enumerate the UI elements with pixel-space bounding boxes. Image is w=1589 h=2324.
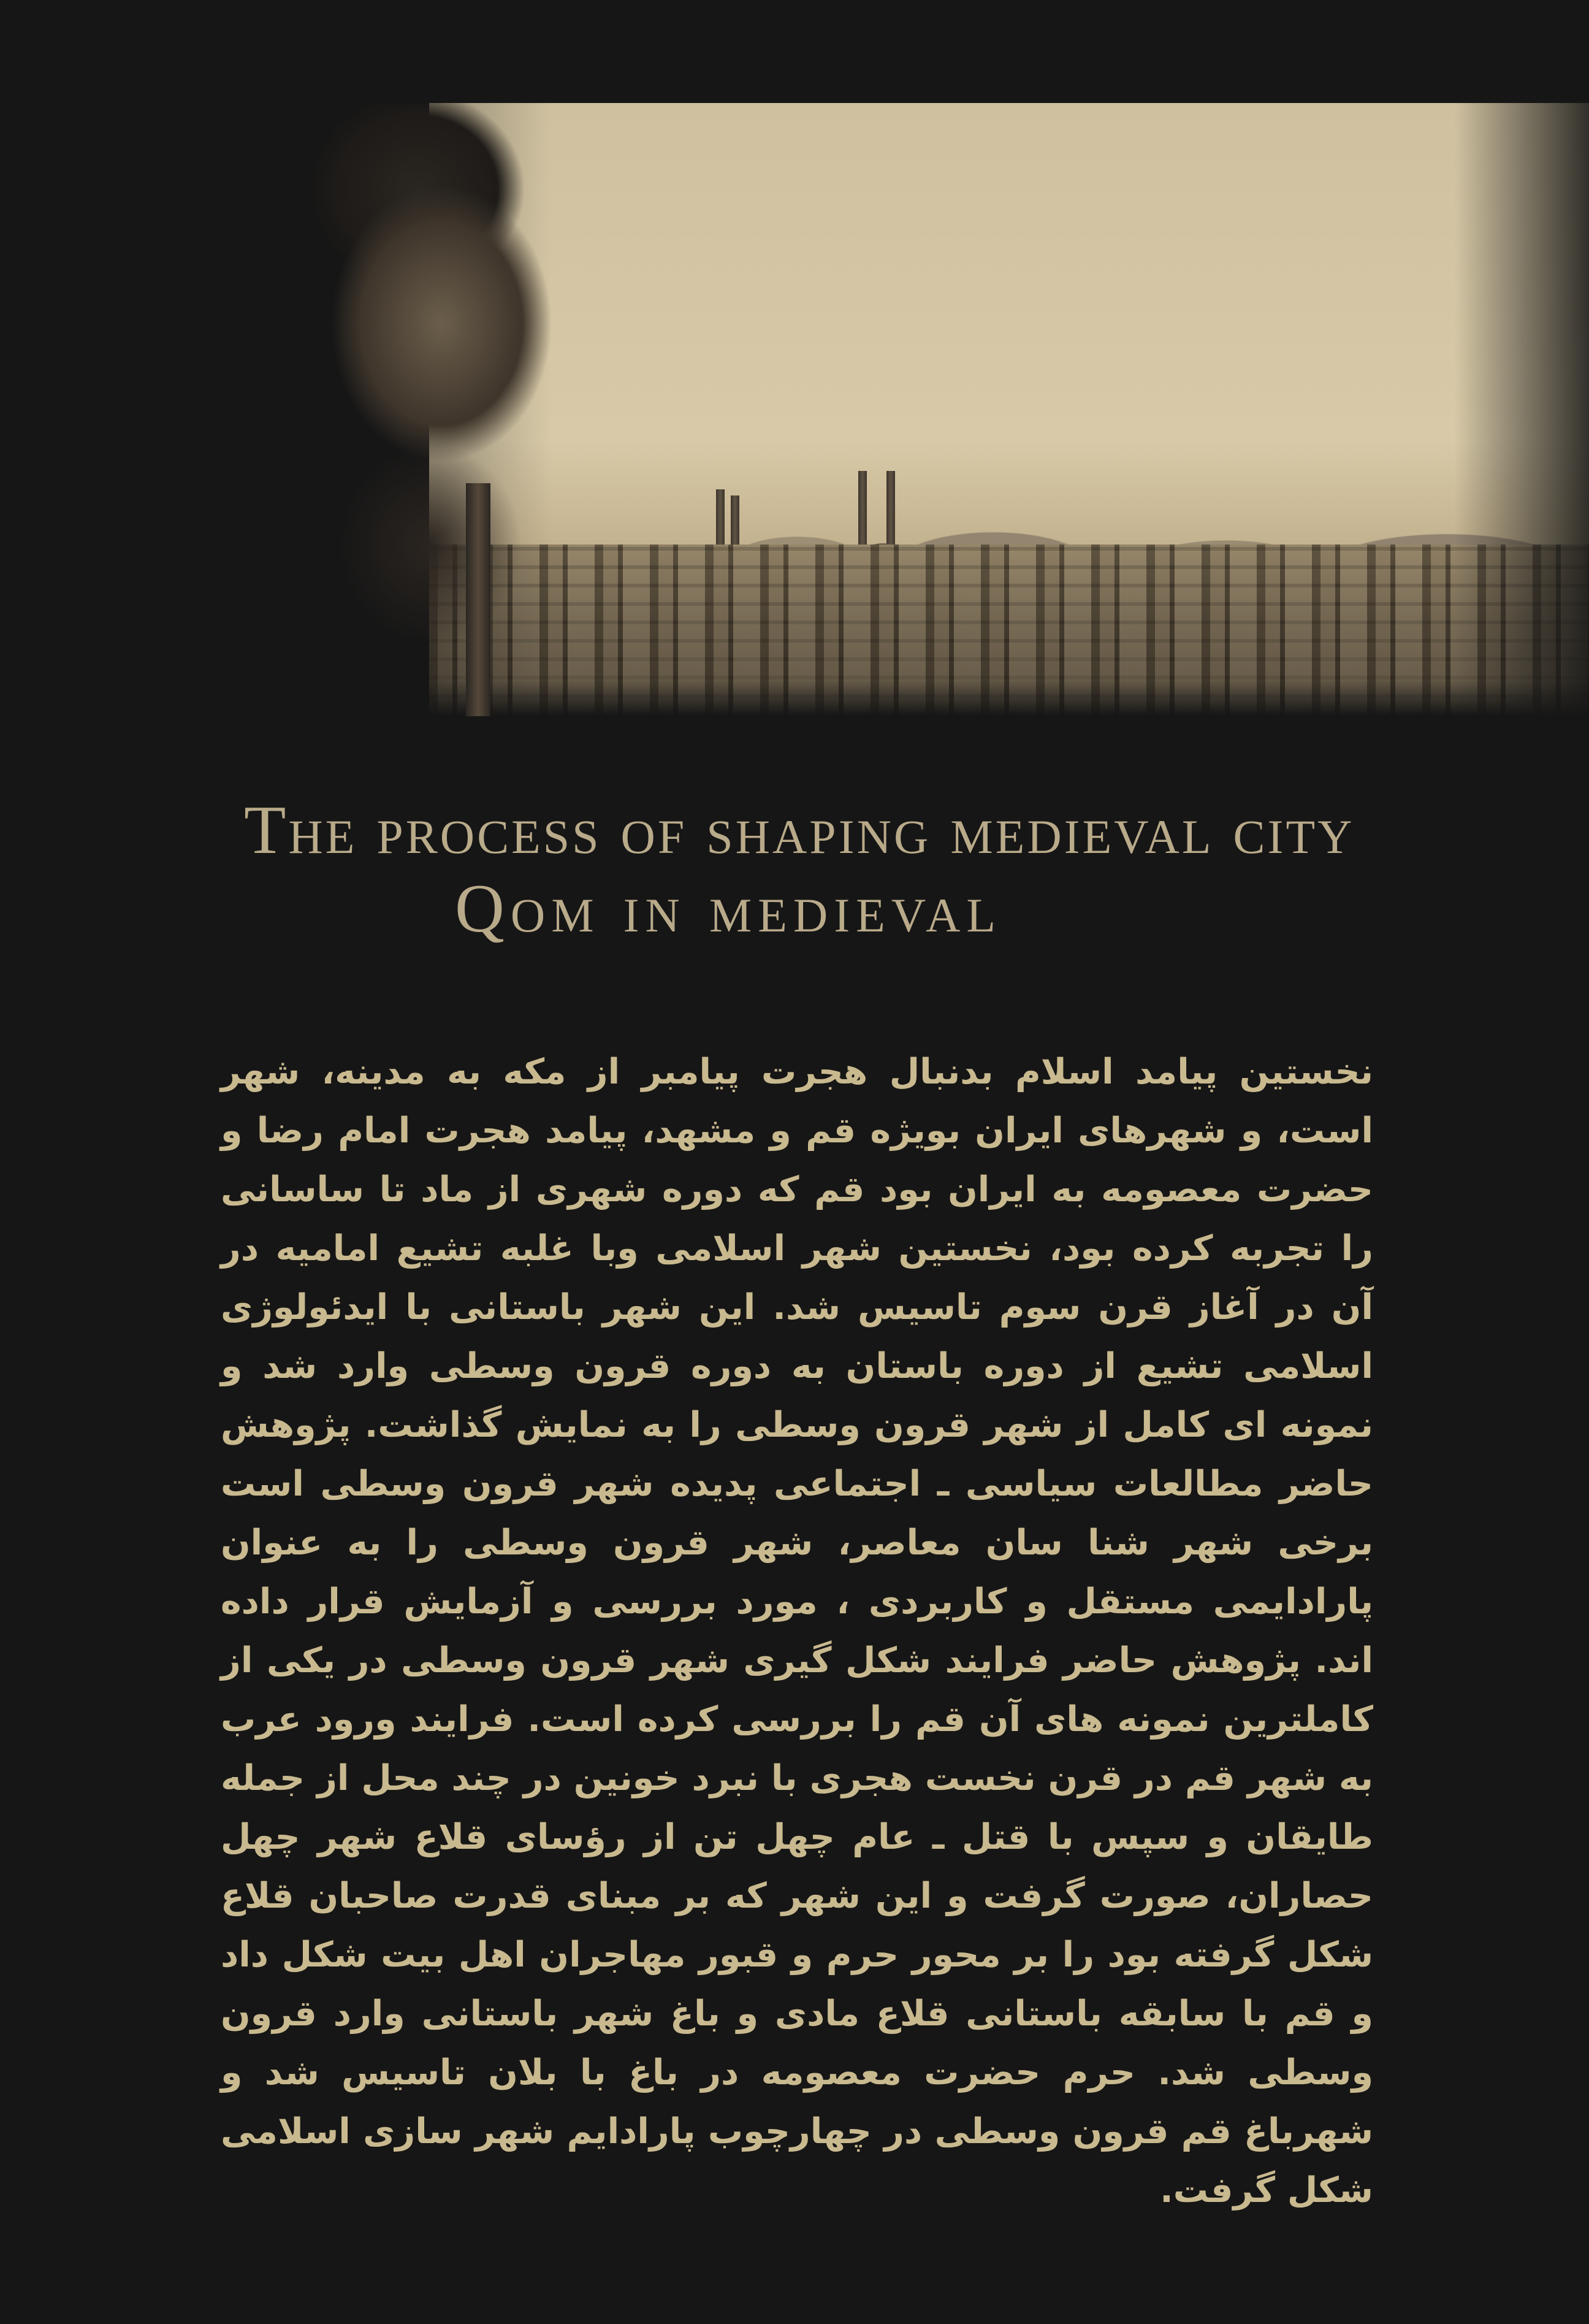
hero-photo [0, 103, 1589, 716]
page-subtitle: Qom in medieval [455, 871, 1002, 947]
window-frame [466, 483, 490, 716]
body-paragraph: نخستین پیامد اسلام بدنبال هجرت پیامبر از مکه به مدینه، شهر است، و شهرهای ایران بویژه قم و مشهد، پیامد هجرت امام رضا و حضرت معصومه به ایران بود قم که دوره شهری از ماد تا ساسانی را تجربه کرده بود، نخستین شهر اسلامی وبا غلبه تشیع امامیه در آن در آغاز قرن سوم تاسیس شد. این شهر باستانی با ایدئولوژی اسلامی تشیع از دوره باستان به دوره قرون وسطی وارد شد و نمونه ای کامل از شهر قرون وسطی را به نمایش گذاشت. پژوهش حاضر مطالعات سیاسی ـ اجتماعی پدیده شهر قرون وسطی است برخی شهر شنا سان معاصر، شهر قرون وسطی را به عنوان پارادایمی مستقل و کاربردی ، مورد بررسی و آزمایش قرار داده اند. پژوهش حاضر فرایند شکل گیری شهر قرون وسطی در یکی از کاملترین نمونه های آن قم را بررسی کرده است. فرایند ورود عرب به شهر قم در قرن نخست هجری با نبرد خونین در چند محل از جمله طایقان و سپس با قتل ـ عام چهل تن از رؤسای قلاع شهر چهل حصاران، صورت گرفت و این شهر که بر مبنای قدرت صاحبان قلاع شکل گرفته بود را بر محور حرم و قبور مهاجران اهل بیت شکل داد و قم با سابقه باستانی قلاع مادی و باغ شهر باستانی وارد قرون وسطی شد. حرم حضرت معصومه در باغ با بلان تاسیس شد و شهرباغ قم قرون وسطی در چهارچوب پارادایم شهر سازی اسلامی شکل گرفت. [221, 1052, 1373, 2211]
page-title: The process of shaping medieval city [244, 792, 1355, 868]
man-profile-silhouette [159, 103, 564, 716]
